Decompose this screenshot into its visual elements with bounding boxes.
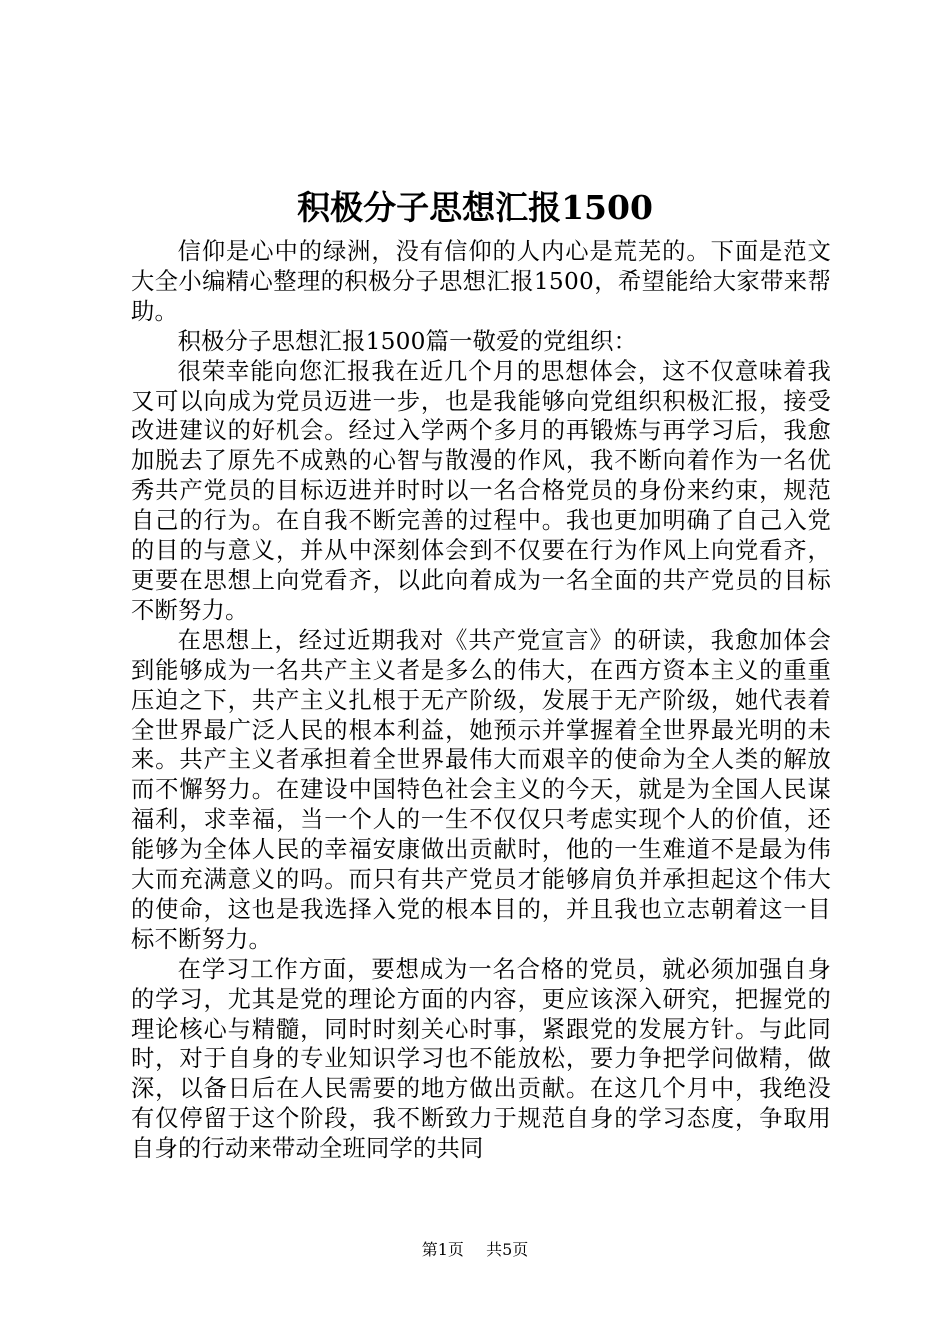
paragraph-study-work: 在学习工作方面，要想成为一名合格的党员，就必须加强自身的学习，尤其是党的理论方面的内容，更应该深入研究，把握党的理论核心与精髓，同时时刻关心时事，紧跟党的发展方针。与此同时，对于自身的专业知识学习也不能放松，要力争把学问做精，做深，以备日后在人民需要的地方做出贡献。在这几个月中，我绝没有仅停留于这个阶段，我不断致力于规范自身的学习态度，争取用自身的行动来带动全班同学的共同 [131, 955, 831, 1163]
paragraph-salutation: 积极分子思想汇报1500篇一敬爱的党组织： [177, 327, 638, 355]
document-title: 积极分子思想汇报1500 [297, 188, 653, 227]
page-number-label: 第1页 共5页 [421, 1240, 529, 1259]
page-footer [0, 1240, 950, 1260]
paragraph-opening: 很荣幸能向您汇报我在近几个月的思想体会，这不仅意味着我又可以向成为党员迈进一步，也是我能够向党组织积极汇报，接受改进建议的好机会。经过入学两个多月的再锻炼与再学习后，我愈加脱去了原先不成熟的心智与散漫的作风，我不断向着作为一名优秀共产党员的目标迈进并时时以一名合格党员的身份来约束，规范自己的行为。在自我不断完善的过程中。我也更加明确了自己入党的目的与意义，并从中深刻体会到不仅要在行为作风上向党看齐，更要在思想上向党看齐，以此向着成为一名全面的共产党员的目标不断努力。 [131, 357, 831, 624]
paragraph-intro: 信仰是心中的绿洲，没有信仰的人内心是荒芜的。下面是范文大全小编精心整理的积极分子思想汇报1500，希望能给大家带来帮助。 [131, 238, 831, 325]
paragraph-thought: 在思想上，经过近期我对《共产党宣言》的研读，我愈加体会到能够成为一名共产主义者是多么的伟大，在西方资本主义的重重压迫之下，共产主义扎根于无产阶级，发展于无产阶级，她代表着全世界最广泛人民的根本利益，她预示并掌握着全世界最光明的未来。共产主义者承担着全世界最伟大而艰辛的使命为全人类的解放而不懈努力。在建设中国特色社会主义的今天，就是为全国人民谋福利，求幸福，当一个人的一生不仅仅只考虑实现个人的价值，还能够为全体人民的幸福安康做出贡献时，他的一生难道不是最为伟大而充满意义的吗。而只有共产党员才能够肩负并承担起这个伟大的使命，这也是我选择入党的根本目的，并且我也立志朝着这一目标不断努力。 [131, 626, 831, 953]
document-body [131, 237, 831, 1164]
